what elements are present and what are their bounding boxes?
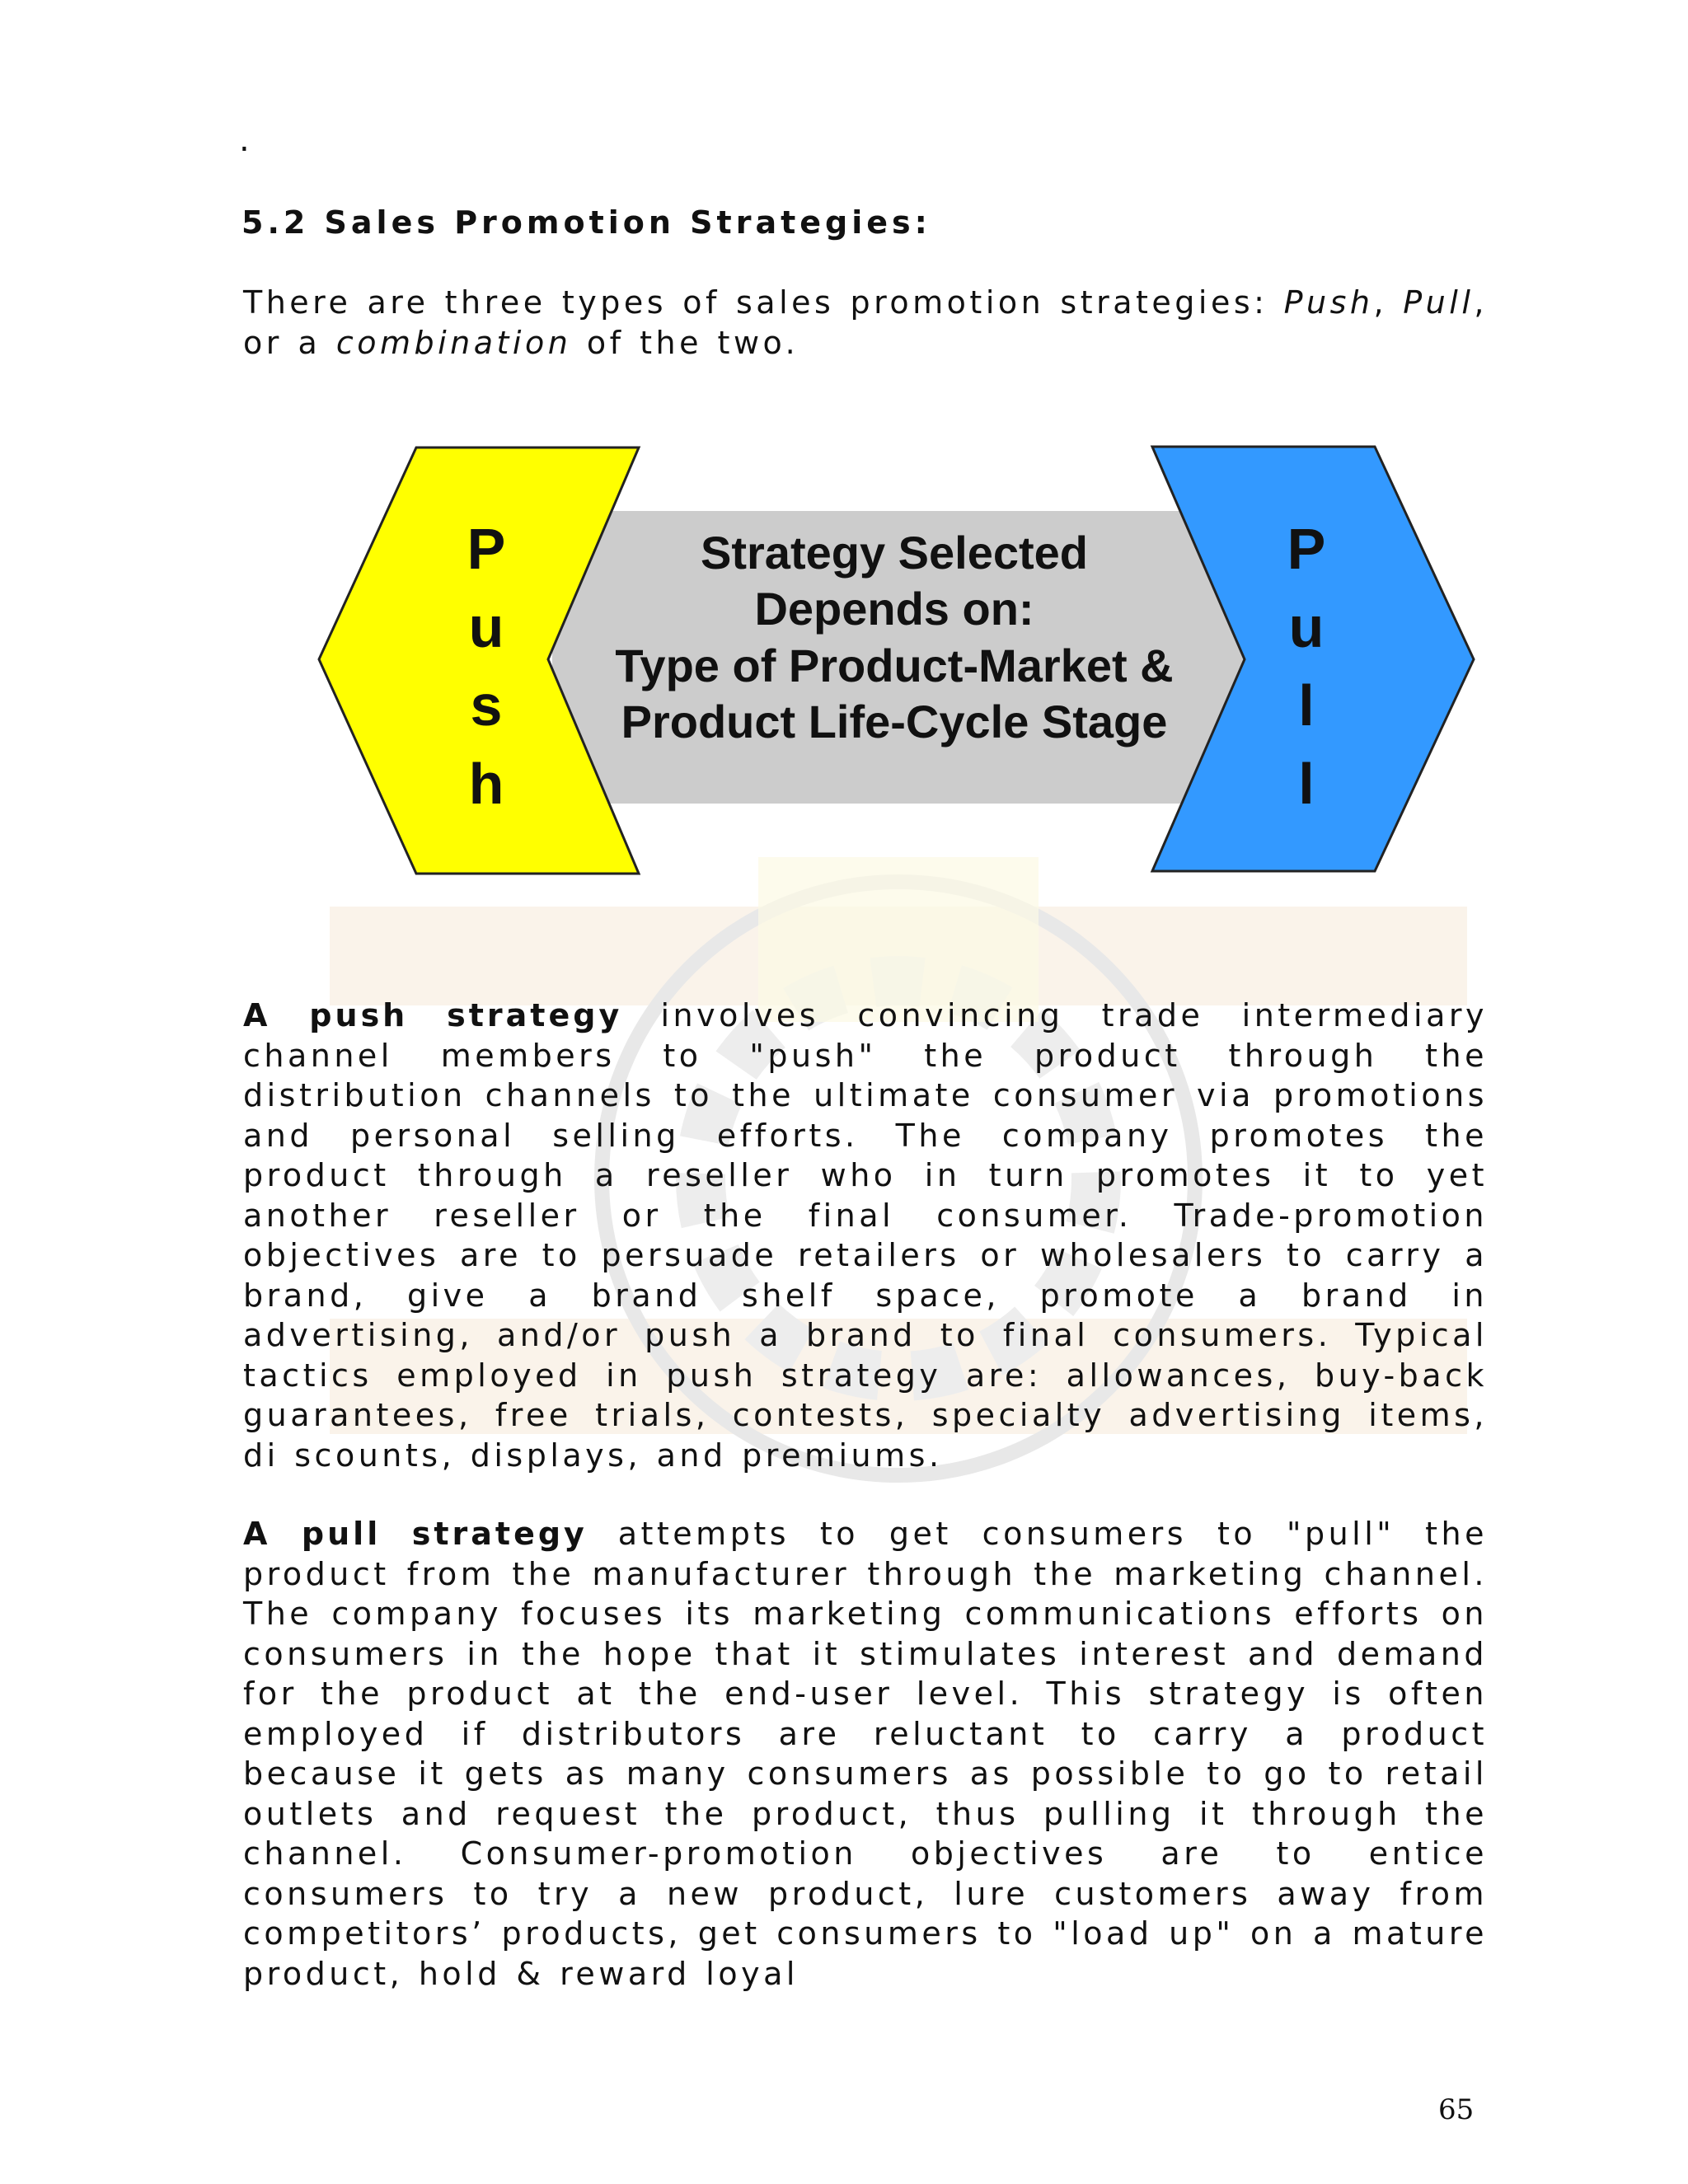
intro-sep-2: , or a <box>243 284 1488 361</box>
push-strategy-body: involves convincing trade intermediary channel members to "push" the product through the distribution channels to the ultimate consumer via promotions and personal selling efforts. The company promotes the product through a reseller who in turn promotes it to yet another reseller or the final consumer. Trade-promotion objectives are to persuade retailers or wholesalers to carry a brand, give a brand shelf space, promote a brand in advertising, and/or push a brand to final consumers. Typical tactics employed in push strategy are: allowances, buy-back guarantees, free trials, contests, specialty advertising items, di scounts, displays, and premiums. <box>243 997 1488 1474</box>
push-strategy-paragraph <box>243 996 1488 1475</box>
center-line-3: Type of Product-Market & <box>615 640 1174 691</box>
push-letter-4: h <box>468 752 504 816</box>
pull-letter-1: P <box>1287 517 1326 581</box>
center-line-4: Product Life-Cycle Stage <box>621 696 1168 748</box>
pull-letter-3: l <box>1298 673 1315 738</box>
push-letter-3: s <box>470 673 503 738</box>
center-line-1: Strategy Selected <box>701 527 1088 579</box>
intro-text-2: of the two. <box>571 324 799 361</box>
pull-strategy-lead: A pull strategy <box>243 1516 588 1552</box>
intro-combination: combination <box>335 324 572 361</box>
section-heading: 5.2 Sales Promotion Strategies: <box>241 204 931 241</box>
pull-letter-4: l <box>1298 752 1315 816</box>
push-strategy-lead: A push strategy <box>243 997 623 1033</box>
push-letter-2: u <box>468 595 504 659</box>
push-letter-1: P <box>467 517 506 581</box>
intro-push: Push <box>1283 284 1374 321</box>
intro-pull: Pull <box>1403 284 1475 321</box>
intro-sep-1: , <box>1373 284 1404 321</box>
intro-paragraph <box>243 283 1488 363</box>
stray-dot: . <box>239 121 250 159</box>
center-line-2: Depends on: <box>754 583 1034 635</box>
pull-strategy-body: attempts to get consumers to "pull" the product from the manufacturer through the marketing channel. The company focuses its marketing communications efforts on consumers in the hope that it stimulates interest and demand for the product at the end-user level. This strategy is often employed if distributors are reluctant to carry a product because it gets as many consumers as possible to go to retail outlets and request the product, thus pulling it through the channel. Consumer-promotion objectives are to entice consumers to try a new product, lure customers away from competitors’ products, get consumers to "load up" on a mature product, hold & reward loyal <box>243 1516 1488 1992</box>
pull-letter-2: u <box>1288 595 1325 659</box>
pull-strategy-paragraph <box>243 1514 1488 1994</box>
intro-text-1: There are three types of sales promotion strategies: <box>243 284 1284 321</box>
push-pull-diagram <box>313 441 1484 878</box>
page-number: 65 <box>1438 2093 1475 2126</box>
